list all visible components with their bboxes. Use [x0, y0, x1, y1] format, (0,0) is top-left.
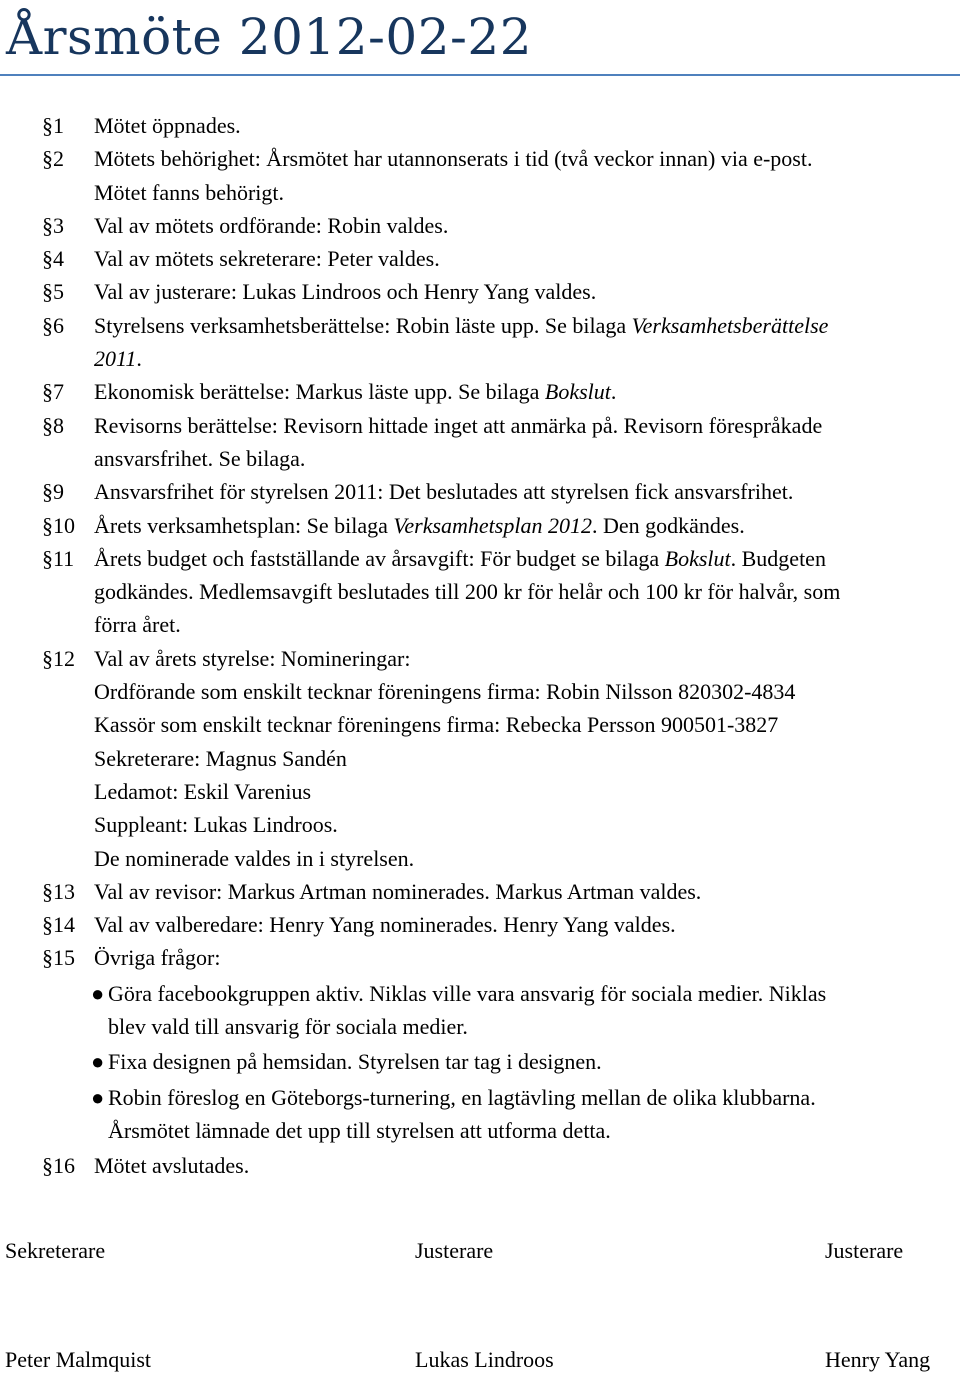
item-text — [94, 509, 952, 542]
role-adjuster: Justerare — [825, 1238, 904, 1263]
bullet-icon: ● — [91, 980, 105, 1006]
item-number: §6 — [42, 312, 64, 338]
item-text-part: . — [610, 379, 617, 405]
title-underline — [0, 74, 960, 76]
item-text — [94, 375, 952, 408]
agenda-item-4 — [0, 242, 960, 275]
item-number: §11 — [42, 545, 75, 571]
bullet-icon: ● — [91, 1049, 105, 1075]
item-text: Övriga frågor: — [94, 945, 221, 971]
item-text: Val av revisor: Markus Artman nominerades. Markus Artman valdes. — [94, 878, 702, 904]
attachment-reference: Bokslut — [664, 545, 731, 571]
item-text: godkändes. Medlemsavgift beslutades till 200 kr för helår och 100 kr för halvår, som — [94, 579, 841, 605]
item-text: Årsmötet lämnade det upp till styrelsen att utforma detta. — [108, 1117, 611, 1143]
signer-name: Henry Yang — [825, 1347, 931, 1372]
nominee-line: Sekreterare: Magnus Sandén — [94, 745, 347, 771]
agenda-item-14 — [0, 908, 960, 941]
item-text: Robin föreslog en Göteborgs-turnering, en lagtävling mellan de olika klubbarna. — [108, 1084, 816, 1110]
item-text-part: Årets budget och fastställande av årsavgift: För budget se bilaga — [94, 545, 665, 571]
item-text — [94, 342, 952, 375]
agenda-item-8 — [0, 409, 960, 476]
item-text-part: . Den godkändes. — [591, 512, 745, 538]
item-number: §15 — [42, 945, 75, 971]
item-text: Fixa designen på hemsidan. Styrelsen tar tag i designen. — [108, 1049, 602, 1075]
item-number: §12 — [42, 645, 75, 671]
item-text — [94, 542, 952, 575]
item-text: Mötet fanns behörigt. — [94, 179, 285, 205]
attachment-reference: 2011 — [94, 346, 137, 372]
item-number: §16 — [42, 1153, 75, 1179]
agenda-item-16 — [0, 1149, 960, 1182]
role-secretary: Sekreterare — [5, 1238, 106, 1263]
nominee-line: Ledamot: Eskil Varenius — [94, 778, 312, 804]
item-text-part: Årets verksamhetsplan: Se bilaga — [94, 512, 394, 538]
item-number: §10 — [42, 512, 75, 538]
agenda-item-6 — [0, 309, 960, 376]
item-number: §9 — [42, 479, 64, 505]
agenda-list — [0, 109, 960, 1183]
item-text-part: Styrelsens verksamhetsberättelse: Robin läste upp. Se bilaga — [94, 312, 632, 338]
item-number: §2 — [42, 146, 64, 172]
item-text-part: Ekonomisk berättelse: Markus läste upp. Se bilaga — [94, 379, 545, 405]
page-title: Årsmöte 2012-02-22 — [6, 8, 533, 66]
item-text: Göra facebookgruppen aktiv. Niklas ville vara ansvarig för sociala medier. Niklas — [108, 980, 827, 1006]
agenda-item-12 — [0, 642, 960, 875]
list-item — [91, 1081, 952, 1148]
agenda-item-1 — [0, 109, 960, 142]
attachment-reference: Bokslut — [544, 379, 611, 405]
signer-name: Peter Malmquist — [5, 1347, 152, 1372]
agenda-item-11 — [0, 542, 960, 642]
nominee-line: Suppleant: Lukas Lindroos. — [94, 812, 338, 838]
item-text: Mötets behörighet: Årsmötet har utannonserats i tid (två veckor innan) via e-post. — [94, 146, 813, 172]
item-number: §14 — [42, 912, 75, 938]
agenda-item-10 — [0, 509, 960, 542]
list-item — [91, 977, 952, 1044]
item-text: Mötet avslutades. — [94, 1153, 250, 1179]
item-text — [94, 309, 952, 342]
item-text: Revisorns berättelse: Revisorn hittade inget att anmärka på. Revisorn förespråkade — [94, 412, 823, 438]
item-text: De nominerade valdes in i styrelsen. — [94, 845, 415, 871]
item-text: ansvarsfrihet. Se bilaga. — [94, 445, 306, 471]
item-text: blev vald till ansvarig för sociala medier. — [108, 1014, 468, 1040]
item-text: Val av mötets sekreterare: Peter valdes. — [94, 246, 440, 272]
agenda-item-7 — [0, 375, 960, 408]
agenda-item-5 — [0, 275, 960, 308]
list-item — [91, 1045, 952, 1078]
bullet-icon: ● — [91, 1084, 105, 1110]
attachment-reference: Verksamhetsberättelse — [631, 312, 829, 338]
item-number: §4 — [42, 246, 64, 272]
item-number: §13 — [42, 878, 75, 904]
agenda-item-9 — [0, 475, 960, 508]
signer-name: Lukas Lindroos — [415, 1347, 554, 1372]
agenda-item-13 — [0, 875, 960, 908]
item-text: Val av valberedare: Henry Yang nominerades. Henry Yang valdes. — [94, 912, 676, 938]
item-number: §7 — [42, 379, 64, 405]
agenda-item-15 — [0, 941, 960, 1147]
item-number: §5 — [42, 279, 64, 305]
agenda-item-2 — [0, 142, 960, 209]
nominee-line: Kassör som enskilt tecknar föreningens firma: Rebecka Persson 900501-3827 — [94, 712, 779, 738]
attachment-reference: Verksamhetsplan 2012 — [393, 512, 592, 538]
item-text-part: . — [136, 346, 142, 372]
nominee-line: Ordförande som enskilt tecknar föreningens firma: Robin Nilsson 820302-4834 — [94, 679, 796, 705]
item-number: §1 — [42, 113, 64, 138]
item-text: Ansvarsfrihet för styrelsen 2011: Det beslutades att styrelsen fick ansvarsfrihet. — [94, 479, 794, 505]
role-adjuster: Justerare — [415, 1238, 494, 1263]
agenda-item-3 — [0, 209, 960, 242]
other-questions-list — [91, 977, 952, 1147]
item-text: Val av årets styrelse: Nomineringar: — [94, 645, 411, 671]
item-text: förra året. — [94, 612, 181, 638]
item-number: §8 — [42, 412, 64, 438]
item-number: §3 — [42, 212, 64, 238]
item-text: Mötet öppnades. — [94, 113, 241, 138]
item-text: Val av justerare: Lukas Lindroos och Henry Yang valdes. — [94, 279, 597, 305]
item-text-part: . Budgeten — [730, 545, 826, 571]
item-text: Val av mötets ordförande: Robin valdes. — [94, 212, 449, 238]
